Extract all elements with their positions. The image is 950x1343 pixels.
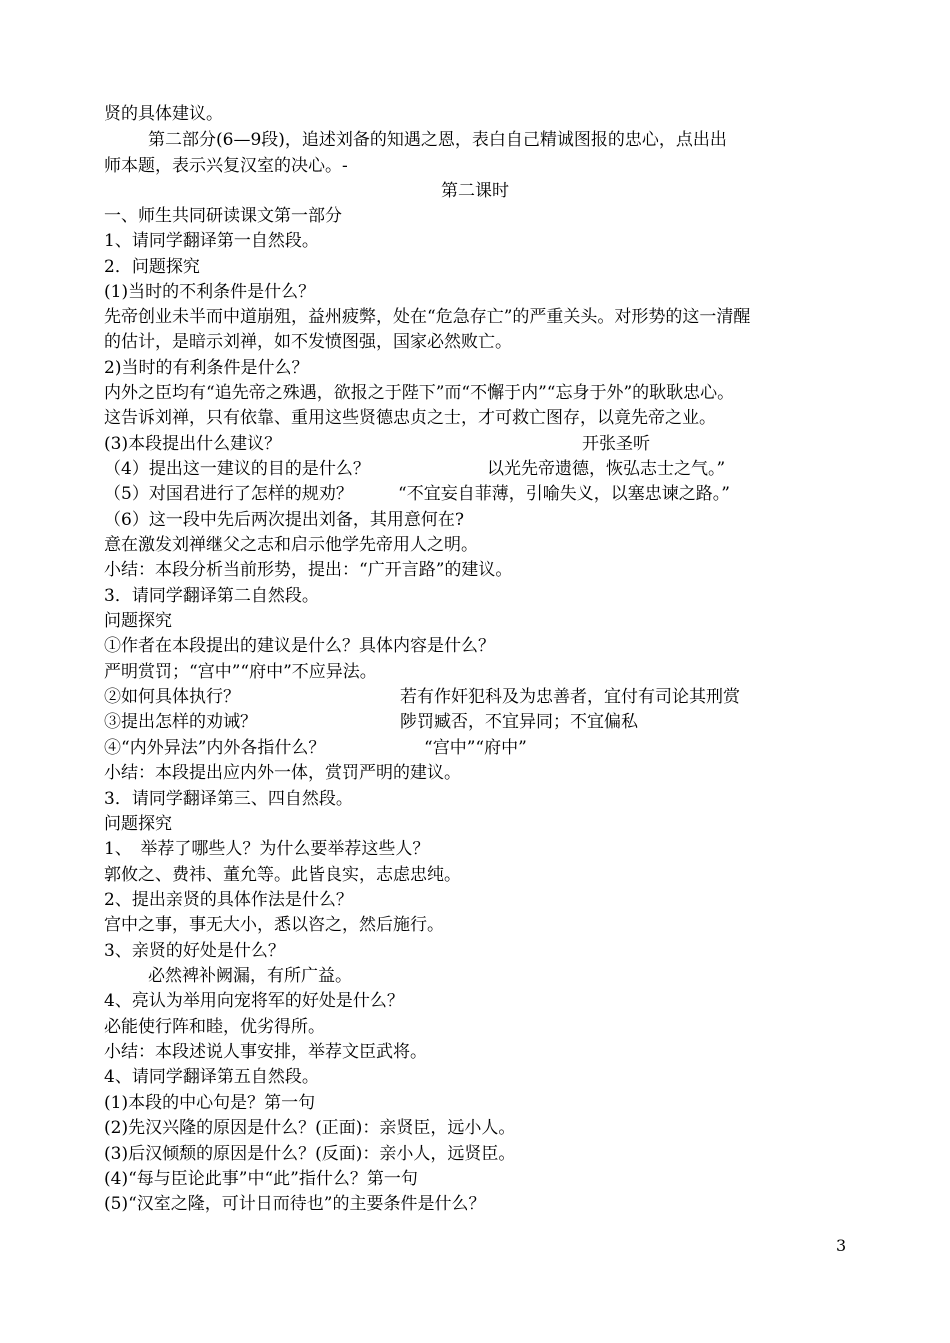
text-line: (1)本段的中心句是？第一句 — [104, 1093, 316, 1113]
text-line: 3．请同学翻译第三、四自然段。 — [104, 789, 353, 809]
answer-text: 若有作奸犯科及为忠善者，宜付有司论其刑赏 — [400, 687, 740, 707]
text-line: 第二部分(6—9段)，追述刘备的知遇之恩，表白自己精诚图报的忠心，点出出 — [148, 130, 727, 150]
text-line: 4、请同学翻译第五自然段。 — [104, 1067, 319, 1087]
text-line: 意在激发刘禅继父之志和启示他学先帝用人之明。 — [104, 535, 478, 555]
text-line: 1、请同学翻译第一自然段。 — [104, 231, 319, 251]
text-line: (2)先汉兴隆的原因是什么？(正面)：亲贤臣，远小人。 — [104, 1118, 516, 1138]
text-line: (1)当时的不利条件是什么？ — [104, 282, 316, 302]
answer-text: 开张圣听 — [582, 434, 650, 454]
answer-text: 以光先帝遗德，恢弘志士之气。” — [487, 459, 726, 479]
text-line: (3)后汉倾颓的原因是什么？(反面)：亲小人，远贤臣。 — [104, 1144, 516, 1164]
text-line: 3、亲贤的好处是什么？ — [104, 941, 285, 961]
text-line: 1、 举荐了哪些人？为什么要举荐这些人？ — [104, 839, 430, 859]
text-line: 必然裨补阙漏，有所广益。 — [148, 966, 352, 986]
text-line: 2、提出亲贤的具体作法是什么？ — [104, 890, 353, 910]
text-line: 4、亮认为举用向宠将军的好处是什么？ — [104, 991, 404, 1011]
text-line: 一、师生共同研读课文第一部分 — [104, 206, 342, 226]
text-line: 贤的具体建议。 — [104, 104, 223, 124]
text-line: 严明赏罚；“宫中”“府中”不应异法。 — [104, 662, 377, 682]
text-line: 2．问题探究 — [104, 257, 200, 277]
text-line: 2)当时的有利条件是什么？ — [104, 358, 309, 378]
text-line: ④“内外异法”内外各指什么？ — [104, 738, 326, 758]
text-line: 内外之臣均有“追先帝之殊遇，欲报之于陛下”而“不懈于内”“忘身于外”的耿耿忠心。 — [104, 383, 735, 403]
answer-text: “宫中”“府中” — [424, 738, 527, 758]
text-line: 问题探究 — [104, 611, 172, 631]
text-line: 小结：本段提出应内外一体，赏罚严明的建议。 — [104, 763, 461, 783]
text-line: 必能使行阵和睦，优劣得所。 — [104, 1017, 325, 1037]
page-number: 3 — [836, 1236, 847, 1255]
text-line: (3)本段提出什么建议？ — [104, 434, 282, 454]
text-line: 3．请同学翻译第二自然段。 — [104, 586, 319, 606]
text-line: ②如何具体执行？ — [104, 687, 240, 707]
text-line: 的估计，是暗示刘禅，如不发愤图强，国家必然败亡。 — [104, 332, 512, 352]
text-line: ③提出怎样的劝诫？ — [104, 712, 257, 732]
text-line: ①作者在本段提出的建议是什么？具体内容是什么？ — [104, 636, 495, 656]
text-line: （6）这一段中先后两次提出刘备，其用意何在? — [104, 510, 464, 530]
text-line: （5）对国君进行了怎样的规劝？ — [104, 484, 353, 504]
text-line: (4)“每与臣论此事”中“此”指什么？第一句 — [104, 1169, 418, 1189]
text-line: （4）提出这一建议的目的是什么？ — [104, 459, 370, 479]
text-line: 这告诉刘禅，只有依靠、重用这些贤德忠贞之士，才可救亡图存，以竟先帝之业。 — [104, 408, 716, 428]
section-heading: 第二课时 — [441, 181, 509, 201]
text-line: (5)“汉室之隆，可计日而待也”的主要条件是什么？ — [104, 1194, 486, 1214]
text-line: 问题探究 — [104, 814, 172, 834]
text-line: 师本题，表示兴复汉室的决心。- — [104, 156, 348, 176]
text-line: 先帝创业未半而中道崩殂，益州疲弊，处在“危急存亡”的严重关头。对形势的这一清醒 — [104, 307, 751, 327]
text-line: 小结：本段分析当前形势，提出：“广开言路”的建议。 — [104, 560, 513, 580]
answer-text: “不宜妄自菲薄，引喻失义，以塞忠谏之路。” — [398, 484, 730, 504]
text-line: 宫中之事，事无大小，悉以咨之，然后施行。 — [104, 915, 444, 935]
text-line: 郭攸之、费祎、董允等。此皆良实，志虑忠纯。 — [104, 865, 461, 885]
text-line: 小结：本段述说人事安排，举荐文臣武将。 — [104, 1042, 427, 1062]
answer-text: 陟罚臧否，不宜异同；不宜偏私 — [400, 712, 638, 732]
